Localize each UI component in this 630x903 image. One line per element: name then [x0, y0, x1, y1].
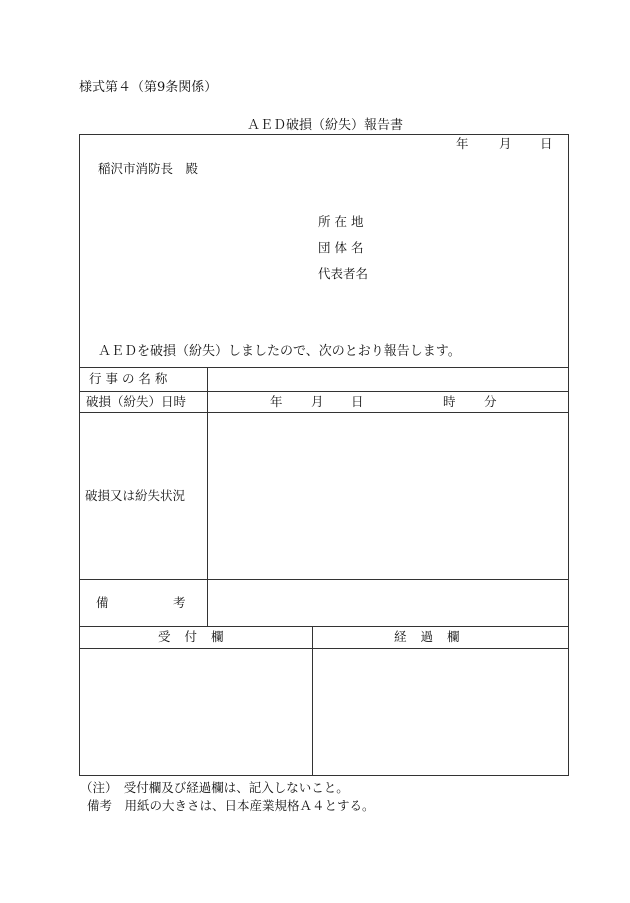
status-field[interactable] — [209, 414, 567, 578]
date-month-label: 月 — [499, 136, 512, 151]
reception-column-label: 受 付 欄 — [158, 629, 229, 644]
row-divider-office-body — [79, 648, 569, 649]
form-number: 様式第４（第9条関係） — [79, 80, 218, 95]
group-name-label: 団 体 名 — [318, 240, 364, 255]
event-name-label: 行 事 の 名 称 — [89, 371, 168, 386]
remarks-label-first: 備 — [96, 595, 109, 610]
datetime-month: 月 — [311, 394, 324, 409]
note-paper-size: 備考 用紙の大きさは、日本産業規格Ａ４とする。 — [87, 798, 375, 813]
row-divider-office-header — [79, 626, 569, 627]
datetime-minute: 分 — [484, 394, 497, 409]
note-office-use: （注） 受付欄及び経過欄は、記入しないこと。 — [80, 780, 349, 795]
row-divider-status — [79, 412, 569, 413]
datetime-hour: 時 — [443, 394, 456, 409]
row-divider-remarks — [79, 579, 569, 580]
status-label: 破損又は紛失状況 — [85, 488, 186, 503]
event-name-field[interactable] — [209, 369, 567, 390]
office-column-divider — [312, 626, 313, 775]
representative-label: 代表者名 — [318, 266, 369, 281]
progress-column-label: 経 過 欄 — [394, 629, 465, 644]
label-column-divider — [207, 367, 208, 626]
address-label: 所 在 地 — [318, 214, 364, 229]
datetime-label: 破損（紛失）日時 — [86, 394, 187, 409]
remarks-label-second: 考 — [173, 595, 186, 610]
date-year-label: 年 — [456, 136, 469, 151]
row-divider-event — [79, 367, 569, 368]
report-statement: ＡＥＤを破損（紛失）しましたので、次のとおり報告します。 — [98, 344, 461, 359]
form-title: ＡＥＤ破損（紛失）報告書 — [247, 118, 404, 133]
row-divider-datetime — [79, 391, 569, 392]
datetime-day: 日 — [351, 394, 364, 409]
datetime-year: 年 — [270, 394, 283, 409]
date-day-label: 日 — [540, 136, 553, 151]
remarks-field[interactable] — [209, 581, 567, 625]
addressee: 稲沢市消防長 殿 — [98, 161, 199, 176]
